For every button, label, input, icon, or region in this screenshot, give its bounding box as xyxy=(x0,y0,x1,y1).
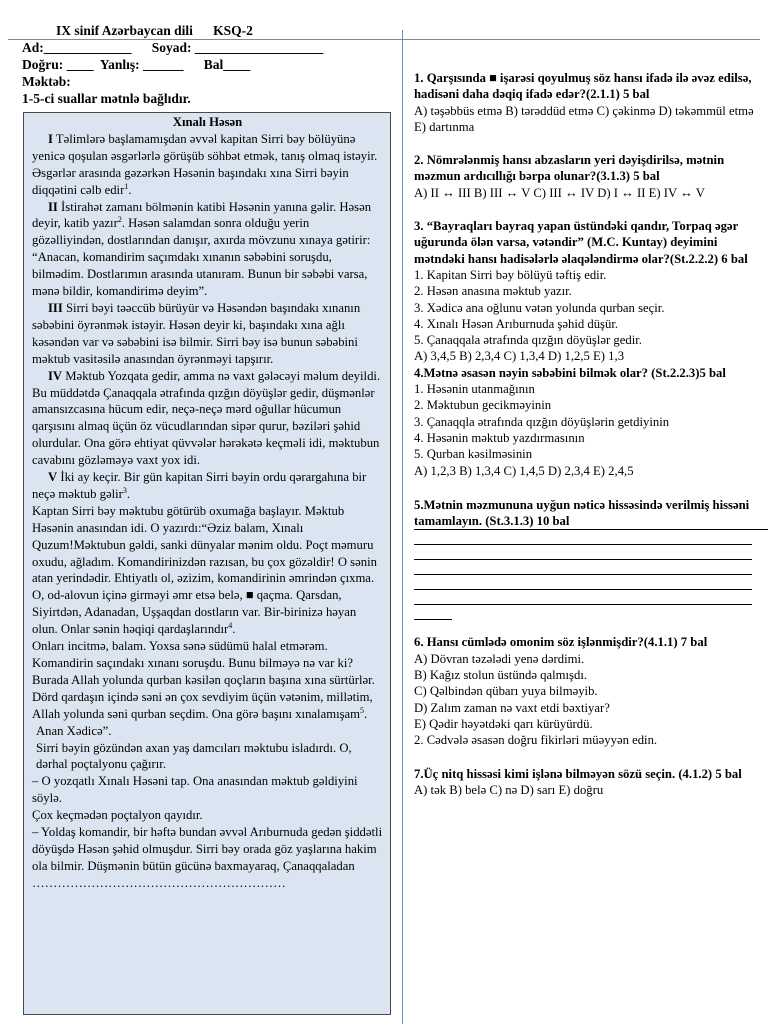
question-3-item: 5. Çanaqqala ətrafında qızğın döyüşlər gedir. xyxy=(414,333,642,348)
question-7-title: 7.Üç nitq hissəsi kimi işlənə bilməyən sözü seçin. (4.1.2) 5 bal xyxy=(414,766,742,781)
question-3-title: 3. “Bayraqları bayraq yapan üstündəki qandır, Torpaq əgər uğurunda ölən varsa, vətəndir” (M.C. Kuntay) deyimini mətndəki hansı hadisələrlə əlaqələndirmə olar?(St.2.2.2) 6 bal xyxy=(414,219,748,266)
paragraph-number: IV xyxy=(48,368,63,383)
question-6-title: 6. Hansı cümlədə omonim söz işlənmişdir?(4.1.1) 7 bal xyxy=(414,635,708,650)
paragraph-number: III xyxy=(48,300,63,315)
paragraph-number: II xyxy=(48,199,58,214)
question-6-item: D) Zalım zaman nə vaxt etdi bəxtiyar? xyxy=(414,700,610,715)
test-title: IX sinif Azərbaycan dili KSQ-2 xyxy=(56,23,253,38)
question-4-title: 4.Mətnə əsasən nəyin səbəbini bilmək olar? (St.2.2.3)5 bal xyxy=(414,365,726,380)
question-3-options: A) 3,4,5 B) 2,3,4 C) 1,3,4 D) 1,2,5 E) 1,3 xyxy=(414,349,625,364)
school-field: Məktəb: xyxy=(22,74,71,89)
footnote-mark: 4 xyxy=(228,620,233,630)
question-3-item: 4. Xınalı Həsən Arıburnuda şəhid düşür. xyxy=(414,316,619,331)
test-header xyxy=(22,22,402,107)
instruction: 1-5-ci suallar mətnlə bağlıdır. xyxy=(22,91,191,106)
question-5-title: 5.Mətnin məzmununa uyğun nəticə hissəsində verilmiş hissəni tamamlayın. (St.3.1.3) 10 bal xyxy=(414,497,750,529)
question-3-item: 1. Kapitan Sirri bəy bölüyü təftiş edir. xyxy=(414,267,607,282)
question-2-title: 2. Nömrələnmiş hansı abzasların yeri dəyişdirilsə, mətnin məzmun ardıcıllığı bərpa olunar?(3.1.3) 5 bal xyxy=(414,153,725,184)
question-4-options: A) 1,2,3 B) 1,3,4 C) 1,4,5 D) 2,3,4 E) 2,4,5 xyxy=(414,463,634,478)
paragraph-number: V xyxy=(48,470,58,485)
continuation-dots: …………………………………………………… xyxy=(32,875,286,890)
question-4-item: 4. Həsənin məktub yazdırmasının xyxy=(414,430,585,445)
letter-part-1: Kaptan Sirri bəy məktubu götürüb oxumağa başlayır. Məktub Həsənin anasından idi. O yazırdı:“Əziz balam, Xınalı Quzum!Məktubun gəldi, sanki dünyalar mənim oldu. Poçt məmuru oxudu, ağladım. Komandirinizdən razısan, bu çox gözəldir! O sənin atan yerindədir. Ehtiyatlı ol, əzizim, komandirinin əmrindən çıxma. O, od-alovun içinə girməyi əmr etsə belə, ■ qaçma. Qarsdan, Siyirtdən, Adanadan, Uşşaqdan dostların var. Bir-birinizə həyan olun. Onlar sənin həqiqi qardaşlarındır$^4$. xyxy=(32,503,377,637)
paragraph-number: I xyxy=(48,131,53,146)
story-line-2: – O yozqatlı Xınalı Həsəni tap. Ona anasından məktub gəldiyini söylə. xyxy=(32,774,358,806)
answer-line xyxy=(414,559,752,560)
story-line-4: – Yoldaş komandir, bir həftə bundan əvvəl Arıburnuda gedən şiddətli döyüşdə Həsən şəhid olmuşdur. Sirri bəy orada göz yaşlarına hakim ola bilmir. Düşmənin bütün gücünə baxmayaraq, Çanaqqaladan xyxy=(32,825,383,873)
story-line-3: Çox keçmədən poçtalyon qayıdır. xyxy=(32,808,203,823)
footnote-mark: 3 xyxy=(122,485,127,495)
question-3-item: 3. Xədicə ana oğlunu vətən yolunda qurban seçir. xyxy=(414,300,665,315)
answer-line xyxy=(414,604,752,605)
paragraph-4: IV Məktub Yozqata gedir, amma nə vaxt gələcəyi məlum deyildi. Bu müddətdə Çanaqqala ətrafında qızğın döyüşlər gedir, düşmənlər amansızcasına hücum edir, neçə-neçə mərd oğullar hücumun qarşısını almaq üçün öz vücudlarından sipər qurur, bəziləri şəhid olurdular. Ona görə ehtiyat qüvvələr hərəkətə keçməli idi, məktubun cavabını gözləməyə vaxt yox idi. xyxy=(32,368,381,468)
paragraph-3: III Sirri bəyi təəccüb bürüyür və Həsəndən başındakı xınanın səbəbini öyrənmək istəyir. Həsən deyir ki, başındakı xına ağlı kəsəndən var və səbəbini isə bilmir. Sirri bəy isə bunun səbəbini məktub vasitəsilə anasından öyrənməyi tapşırır. xyxy=(32,300,361,366)
name-fields: Ad:_____________ Soyad: ___________________ xyxy=(22,40,324,55)
answer-line xyxy=(414,529,768,530)
question-4-item: 3. Çanaqqla ətrafında qızğın döyüşlərin getdiyinin xyxy=(414,414,670,429)
passage-title: Xınalı Həsən xyxy=(172,115,243,129)
footnote-mark: 2 xyxy=(117,215,122,225)
question-2-options: A) II ↔ III B) III ↔ V C) III ↔ IV D) I ↔ II E) IV ↔ V xyxy=(414,185,705,200)
letter-part-2: Onları incitmə, balam. Yoxsa sənə südümü halal etmərəm. Komandirin saçındakı xınanı soruşdu. Bunu bilməyə nə var ki? Burada Allah yolunda qurban kəsilən qoçların başına xına sürtürlər. Dörd qardaşın içində səni ən çox sevdiyim üçün vətənim, millətim, Allah yolunda səni qurban seçdim. Ona görə başını xınalamışam$^5$. xyxy=(32,639,375,721)
question-3-item: 2. Həsən anasına məktub yazır. xyxy=(414,284,572,299)
column-divider xyxy=(402,30,403,1024)
question-6-item: A) Dövran təzələdi yenə dərdimi. xyxy=(414,651,585,666)
reading-passage xyxy=(23,112,391,1015)
questions-column xyxy=(414,70,762,798)
footnote-mark: 1 xyxy=(124,181,129,191)
paragraph-5: V İki ay keçir. Bir gün kapitan Sirri bəyin ordu qərargahına bir neçə məktub gəlir$^3$. xyxy=(32,470,367,501)
footnote-mark: 5 xyxy=(360,705,365,715)
question-6-item: 2. Cədvələ əsasən doğru fikirləri müəyyən edin. xyxy=(414,733,658,748)
story-line-1: Sirri bəyin gözündən axan yaş damcıları məktubu isladırdı. O, dərhal poçtalyonu çağırır. xyxy=(36,740,352,772)
letter-signoff: Anan Xədicə”. xyxy=(36,723,112,738)
paragraph-2: II İstirahət zamanı bölmənin katibi Həsənin yanına gəlir. Həsən deyir, katib yazır$^2$. Həsən salamdan sonra olduğu yerin gözəlliyindən, dostlarından danışır, axırda mövzunu xınaya gətirir: “Anacan, komandirim saçımdakı xınanın səbəbini soruşdu, bilmədim. Dostlarımın arasında utanıram. Bunun bir səbəbi varsa, mənə bildir, komandirimə deyim”. xyxy=(32,199,372,299)
question-1-options: A) təşəbbüs etmə B) tərəddüd etmə C) çəkinmə D) təkəmmül etmə E) dartınma xyxy=(414,103,754,134)
score-fields: Doğru: ____ Yanlış: ______ Bal____ xyxy=(22,57,251,72)
paragraph-1: I Təlimlərə başlamamışdan əvvəl kapitan Sirri bəy bölüyünə yenicə qoşulan əsgərlərlə görüşüb söhbət etmək, tanış olmaq istəyir. Əsgərlər arasında gəzərkən Həsənin başındakı xına Sirri bəyin diqqətini cəlb edir$^1$. xyxy=(32,131,378,197)
question-7-options: A) tək B) belə C) nə D) sarı E) doğru xyxy=(414,782,604,797)
answer-line xyxy=(414,589,752,590)
question-4-item: 2. Məktubun gecikməyinin xyxy=(414,398,552,413)
question-4-item: 5. Qurban kəsilməsinin xyxy=(414,447,533,462)
answer-line xyxy=(414,544,752,545)
question-4-item: 1. Həsənin utanmağının xyxy=(414,382,535,397)
question-6-item: E) Qədir həyətdəki qarı kürüyürdü. xyxy=(414,716,593,731)
question-1-title: 1. Qarşısında ■ işarəsi qoyulmuş söz hansı ifadə ilə əvəz edilsə, hadisəni daha dəqiq ifadə edər?(2.1.1) 5 bal xyxy=(414,71,752,102)
question-6-item: C) Qəlbindən qübarı yuya bilməyib. xyxy=(414,684,598,699)
answer-line xyxy=(414,574,752,575)
answer-line-short xyxy=(414,619,452,620)
question-6-item: B) Kağız stolun üstündə qalmışdı. xyxy=(414,668,588,683)
